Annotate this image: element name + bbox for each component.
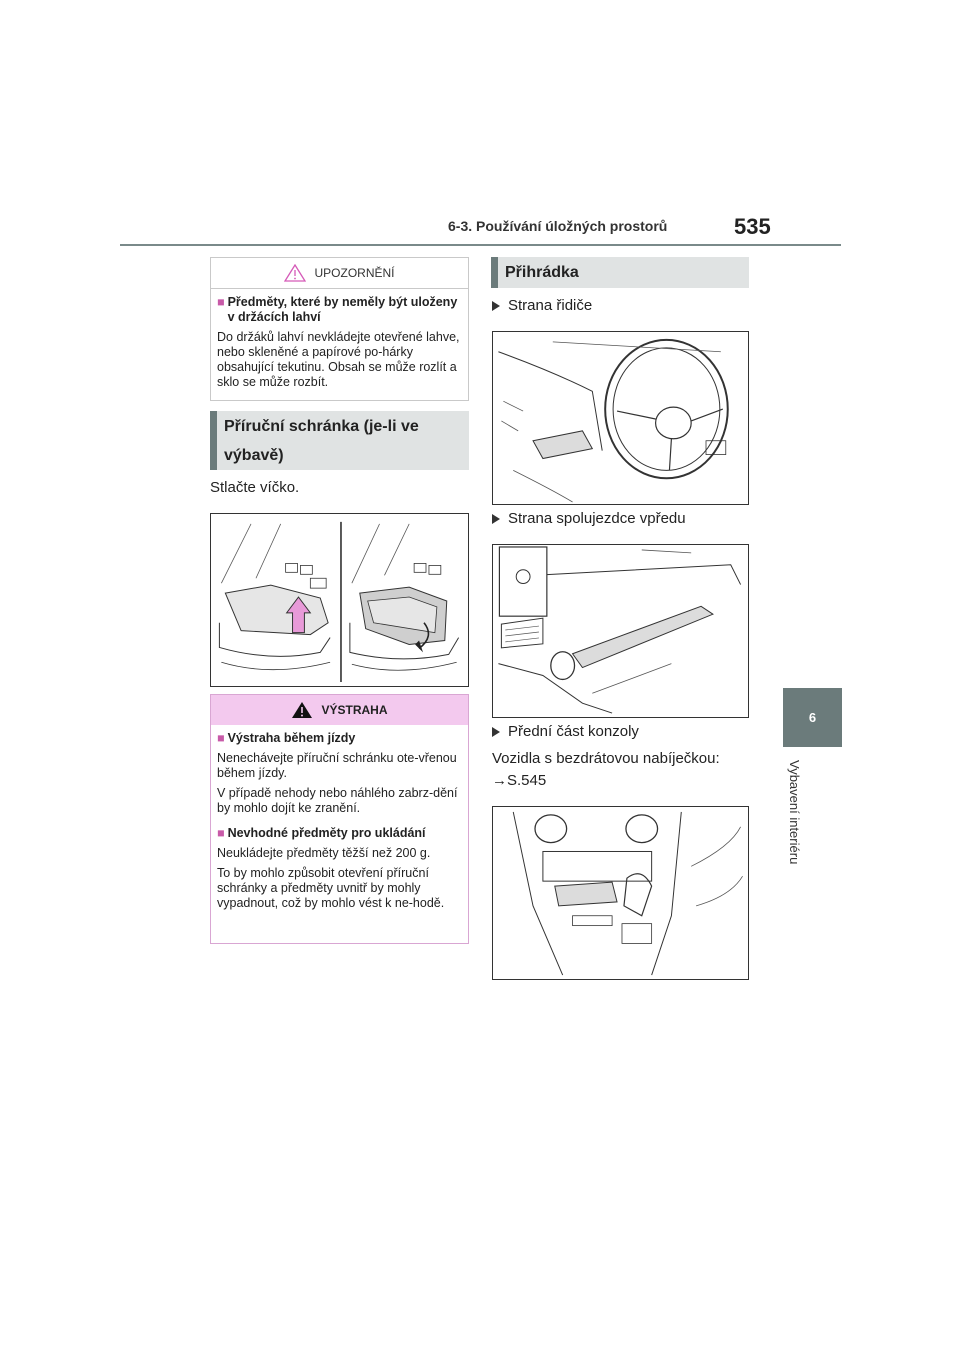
chapter-label-text: Vybavení interiéru (787, 760, 802, 865)
warning-text-4: To by mohlo způsobit otevření příruční schránky a předměty uvnitř by mohly vypadnout, což by mohlo vést k ne-hodě. (217, 866, 445, 910)
glovebox-heading: Příruční schránka (je-li ve výbavě) (210, 411, 469, 470)
warning-heading-1 (211, 731, 468, 746)
warning-header (211, 695, 468, 725)
caution-heading (211, 295, 468, 325)
compartment-heading: Přihrádka (491, 257, 749, 288)
chapter-label (780, 760, 810, 900)
glovebox-illustration (210, 513, 469, 687)
glovebox-drawing (211, 514, 468, 686)
driver-side-label: Strana řidiče (508, 297, 593, 314)
driver-side-drawing (493, 332, 748, 504)
section-title: 6-3. Používání úložných prostorů (448, 218, 668, 234)
passenger-side-drawing (493, 545, 748, 717)
caution-title: UPOZORNĚNÍ (314, 266, 395, 280)
console-label: Přední část konzoly (508, 723, 639, 740)
driver-side-illustration (492, 331, 749, 505)
page-number: 535 (734, 214, 771, 239)
header-divider (120, 244, 841, 246)
triangle-bullet-icon (492, 727, 500, 737)
warning-box (210, 694, 469, 944)
warning-heading-2 (211, 826, 468, 841)
triangle-bullet-icon (492, 514, 500, 524)
square-bullet-icon: ■ (217, 826, 225, 840)
warning-outline-icon (284, 264, 306, 282)
warning-filled-icon (291, 701, 313, 719)
console-item (492, 723, 639, 740)
driver-side-item (492, 297, 592, 314)
triangle-bullet-icon (492, 301, 500, 311)
caution-box (210, 257, 469, 401)
passenger-side-item (492, 510, 686, 527)
passenger-side-label: Strana spolujezdce vpředu (508, 510, 686, 527)
passenger-side-illustration (492, 544, 749, 718)
chapter-tab: 6 (783, 688, 842, 747)
square-bullet-icon: ■ (217, 295, 225, 309)
warning-text-1: Nenechávejte příruční schránku ote-vřenou během jízdy. (217, 751, 457, 780)
caution-text: Do držáků lahví nevkládejte otevřené lahve, nebo skleněné a papírové po-hárky obsahující tekutinu. Obsah se může rozlít a sklo se může rozbít. (217, 330, 460, 389)
warning-heading-1-text: Výstraha během jízdy (227, 731, 356, 745)
square-bullet-icon: ■ (217, 731, 225, 745)
warning-text-3: Neukládejte předměty těžší než 200 g. (217, 846, 431, 860)
console-illustration (492, 806, 749, 980)
warning-heading-2-text: Nevhodné předměty pro ukládání (227, 826, 426, 840)
warning-text-2: V případě nehody nebo náhlého zabrz-dění by mohlo dojít ke zranění. (217, 786, 458, 815)
caution-header (211, 258, 468, 289)
warning-title: VÝSTRAHA (321, 703, 388, 717)
glovebox-instruction: Stlačte víčko. (210, 479, 300, 496)
page-reference-link[interactable]: →S.545 (492, 772, 547, 789)
console-drawing (493, 807, 748, 979)
wireless-note: Vozidla s bezdrátovou nabíječkou: (492, 750, 720, 767)
caution-heading-text: Předměty, které by neměly být uloženy v držácích lahví (227, 295, 458, 324)
